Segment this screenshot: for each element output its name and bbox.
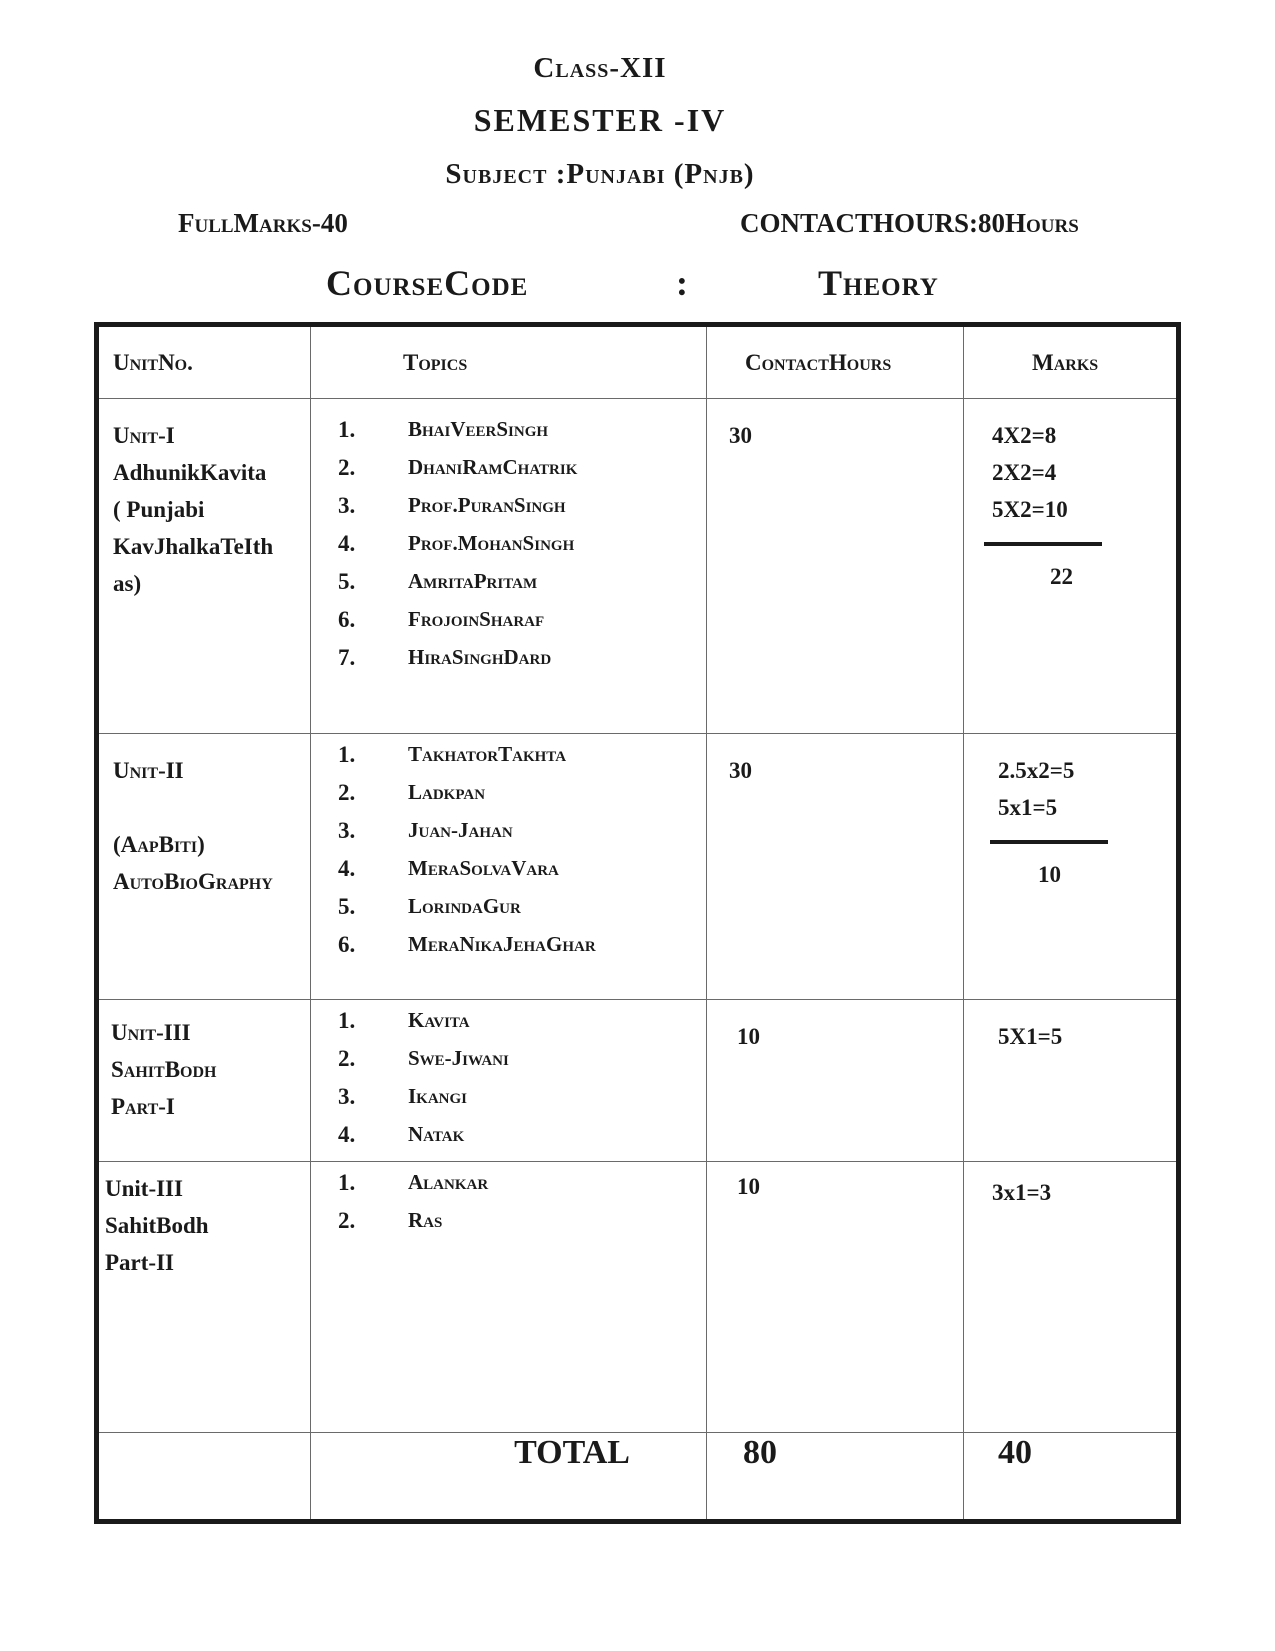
topic-title: Ikangi bbox=[408, 1084, 468, 1108]
topic-item bbox=[312, 1008, 705, 1046]
marks-cell bbox=[964, 1000, 1179, 1162]
topics-cell bbox=[311, 1000, 707, 1162]
topic-item bbox=[312, 780, 705, 818]
marks-breakdown-line: 5X2=10 bbox=[992, 497, 1068, 522]
unit-name-line: AutoBioGraphy bbox=[113, 869, 273, 894]
syllabus-table bbox=[94, 322, 1181, 1524]
topic-number: 2. bbox=[338, 1208, 356, 1233]
topic-item bbox=[312, 1122, 705, 1160]
topic-number: 4. bbox=[338, 856, 356, 881]
contact-hours-cell: 10 bbox=[707, 1000, 964, 1162]
topic-title: Juan-Jahan bbox=[408, 818, 513, 842]
contact-hours-cell: 30 bbox=[707, 399, 964, 734]
topic-title: Swe-Jiwani bbox=[408, 1046, 509, 1070]
topic-title: BhaiVeerSingh bbox=[408, 417, 549, 441]
topic-title: Alankar bbox=[408, 1170, 489, 1194]
topic-item bbox=[312, 1208, 705, 1246]
unit-name-line: SahitBodh bbox=[111, 1057, 217, 1082]
topic-number: 3. bbox=[338, 1084, 356, 1109]
topic-item bbox=[312, 1046, 705, 1084]
marks-breakdown-line: 5X1=5 bbox=[998, 1024, 1063, 1049]
topic-number: 1. bbox=[338, 1008, 356, 1033]
topic-number: 1. bbox=[338, 742, 356, 767]
unit-name-cell bbox=[97, 399, 311, 734]
marks-breakdown-line: 3x1=3 bbox=[992, 1180, 1052, 1205]
course-code-label: CourseCode bbox=[326, 263, 529, 303]
unit-name-line: Unit-I bbox=[113, 423, 175, 448]
table-header-row bbox=[97, 325, 1179, 399]
marks-breakdown-line: 2X2=4 bbox=[992, 460, 1057, 485]
unit-row bbox=[97, 1000, 1179, 1162]
topic-number: 1. bbox=[338, 1170, 356, 1195]
topic-title: Ladkpan bbox=[408, 780, 486, 804]
topic-number: 3. bbox=[338, 818, 356, 843]
topic-title: Ras bbox=[408, 1208, 443, 1232]
unit-name-line bbox=[113, 789, 302, 826]
course-code-separator: : bbox=[676, 263, 688, 303]
topic-title: MeraSolvaVara bbox=[408, 856, 559, 880]
subject-title: Subject :Punjabi (Pnjb) bbox=[445, 158, 755, 190]
topic-title: MeraNikaJehaGhar bbox=[408, 932, 596, 956]
column-header-marks: Marks bbox=[964, 325, 1179, 399]
marks-breakdown-line: 5x1=5 bbox=[998, 795, 1058, 820]
topic-number: 1. bbox=[338, 417, 356, 442]
unit-name-line: Unit-III bbox=[105, 1176, 183, 1201]
topic-title: Prof.PuranSingh bbox=[408, 493, 566, 517]
course-type: Theory bbox=[818, 263, 939, 303]
unit-name-line: (AapBiti) bbox=[113, 832, 205, 857]
total-marks: 40 bbox=[964, 1433, 1179, 1522]
topic-title: FrojoinSharaf bbox=[408, 607, 545, 631]
unit-name-line: ( Punjabi bbox=[113, 497, 205, 522]
unit-name-line: as) bbox=[113, 571, 142, 596]
unit-row bbox=[97, 734, 1179, 1000]
topic-number: 4. bbox=[338, 1122, 356, 1147]
topic-item bbox=[312, 894, 705, 932]
marks-cell bbox=[964, 1162, 1179, 1433]
semester-title: SEMESTER -IV bbox=[473, 102, 727, 138]
marks-cell bbox=[964, 399, 1179, 734]
unit-name-line: KavJhalkaTeIth bbox=[113, 534, 274, 559]
topic-title: TakhatorTakhta bbox=[408, 742, 567, 766]
topic-number: 4. bbox=[338, 531, 356, 556]
column-header-unit-no: UnitNo. bbox=[97, 325, 311, 399]
marks-cell bbox=[964, 734, 1179, 1000]
topic-number: 6. bbox=[338, 607, 356, 632]
marks-divider bbox=[984, 542, 1102, 546]
contact-hours-cell: 30 bbox=[707, 734, 964, 1000]
topics-cell bbox=[311, 734, 707, 1000]
marks-subtotal: 10 bbox=[1038, 862, 1061, 887]
total-hours: 80 bbox=[707, 1433, 964, 1522]
topic-number: 2. bbox=[338, 455, 356, 480]
unit-name-cell bbox=[97, 734, 311, 1000]
topic-number: 6. bbox=[338, 932, 356, 957]
class-title: Class-XII bbox=[533, 52, 667, 84]
topic-item bbox=[312, 742, 705, 780]
topic-item bbox=[312, 645, 705, 683]
topics-cell bbox=[311, 399, 707, 734]
marks-breakdown-line: 4X2=8 bbox=[992, 423, 1057, 448]
topic-item bbox=[312, 932, 705, 970]
topic-title: Prof.MohanSingh bbox=[408, 531, 575, 555]
topic-title: DhaniRamChatrik bbox=[408, 455, 578, 479]
total-label: TOTAL bbox=[311, 1433, 707, 1522]
topic-item bbox=[312, 1084, 705, 1122]
unit-name-line: Unit-III bbox=[111, 1020, 191, 1045]
topic-item bbox=[312, 455, 705, 493]
topic-title: HiraSinghDard bbox=[408, 645, 552, 669]
topic-item bbox=[312, 607, 705, 645]
topic-title: Kavita bbox=[408, 1008, 470, 1032]
unit-name-line: Unit-II bbox=[113, 758, 184, 783]
column-header-contact-hours: ContactHours bbox=[707, 325, 964, 399]
contact-hours-cell: 10 bbox=[707, 1162, 964, 1433]
unit-row bbox=[97, 399, 1179, 734]
unit-name-line: AdhunikKavita bbox=[113, 460, 267, 485]
topic-item bbox=[312, 818, 705, 856]
unit-row bbox=[97, 1162, 1179, 1433]
unit-name-line: Part-I bbox=[111, 1094, 175, 1119]
marks-subtotal: 22 bbox=[1050, 564, 1073, 589]
topic-item bbox=[312, 493, 705, 531]
topic-number: 3. bbox=[338, 493, 356, 518]
contact-hours-total: CONTACTHOURS:80Hours bbox=[740, 208, 1079, 238]
topics-cell bbox=[311, 1162, 707, 1433]
topic-title: AmritaPritam bbox=[408, 569, 538, 593]
topic-number: 2. bbox=[338, 1046, 356, 1071]
topic-number: 2. bbox=[338, 780, 356, 805]
topic-number: 5. bbox=[338, 894, 356, 919]
column-header-topics: Topics bbox=[311, 325, 707, 399]
topic-item bbox=[312, 417, 705, 455]
topic-item bbox=[312, 856, 705, 894]
topic-item bbox=[312, 531, 705, 569]
marks-breakdown-line: 2.5x2=5 bbox=[998, 758, 1075, 783]
full-marks: FullMarks-40 bbox=[178, 208, 348, 238]
total-row bbox=[97, 1433, 1179, 1522]
unit-name-cell bbox=[97, 1000, 311, 1162]
unit-name-line: Part-II bbox=[105, 1250, 174, 1275]
unit-name-line: SahitBodh bbox=[105, 1213, 209, 1238]
topic-number: 7. bbox=[338, 645, 356, 670]
topic-item bbox=[312, 1170, 705, 1208]
unit-name-cell bbox=[97, 1162, 311, 1433]
topic-title: LorindaGur bbox=[408, 894, 521, 918]
marks-divider bbox=[990, 840, 1108, 844]
total-empty-cell bbox=[97, 1433, 311, 1522]
topic-number: 5. bbox=[338, 569, 356, 594]
topic-item bbox=[312, 569, 705, 607]
topic-title: Natak bbox=[408, 1122, 465, 1146]
